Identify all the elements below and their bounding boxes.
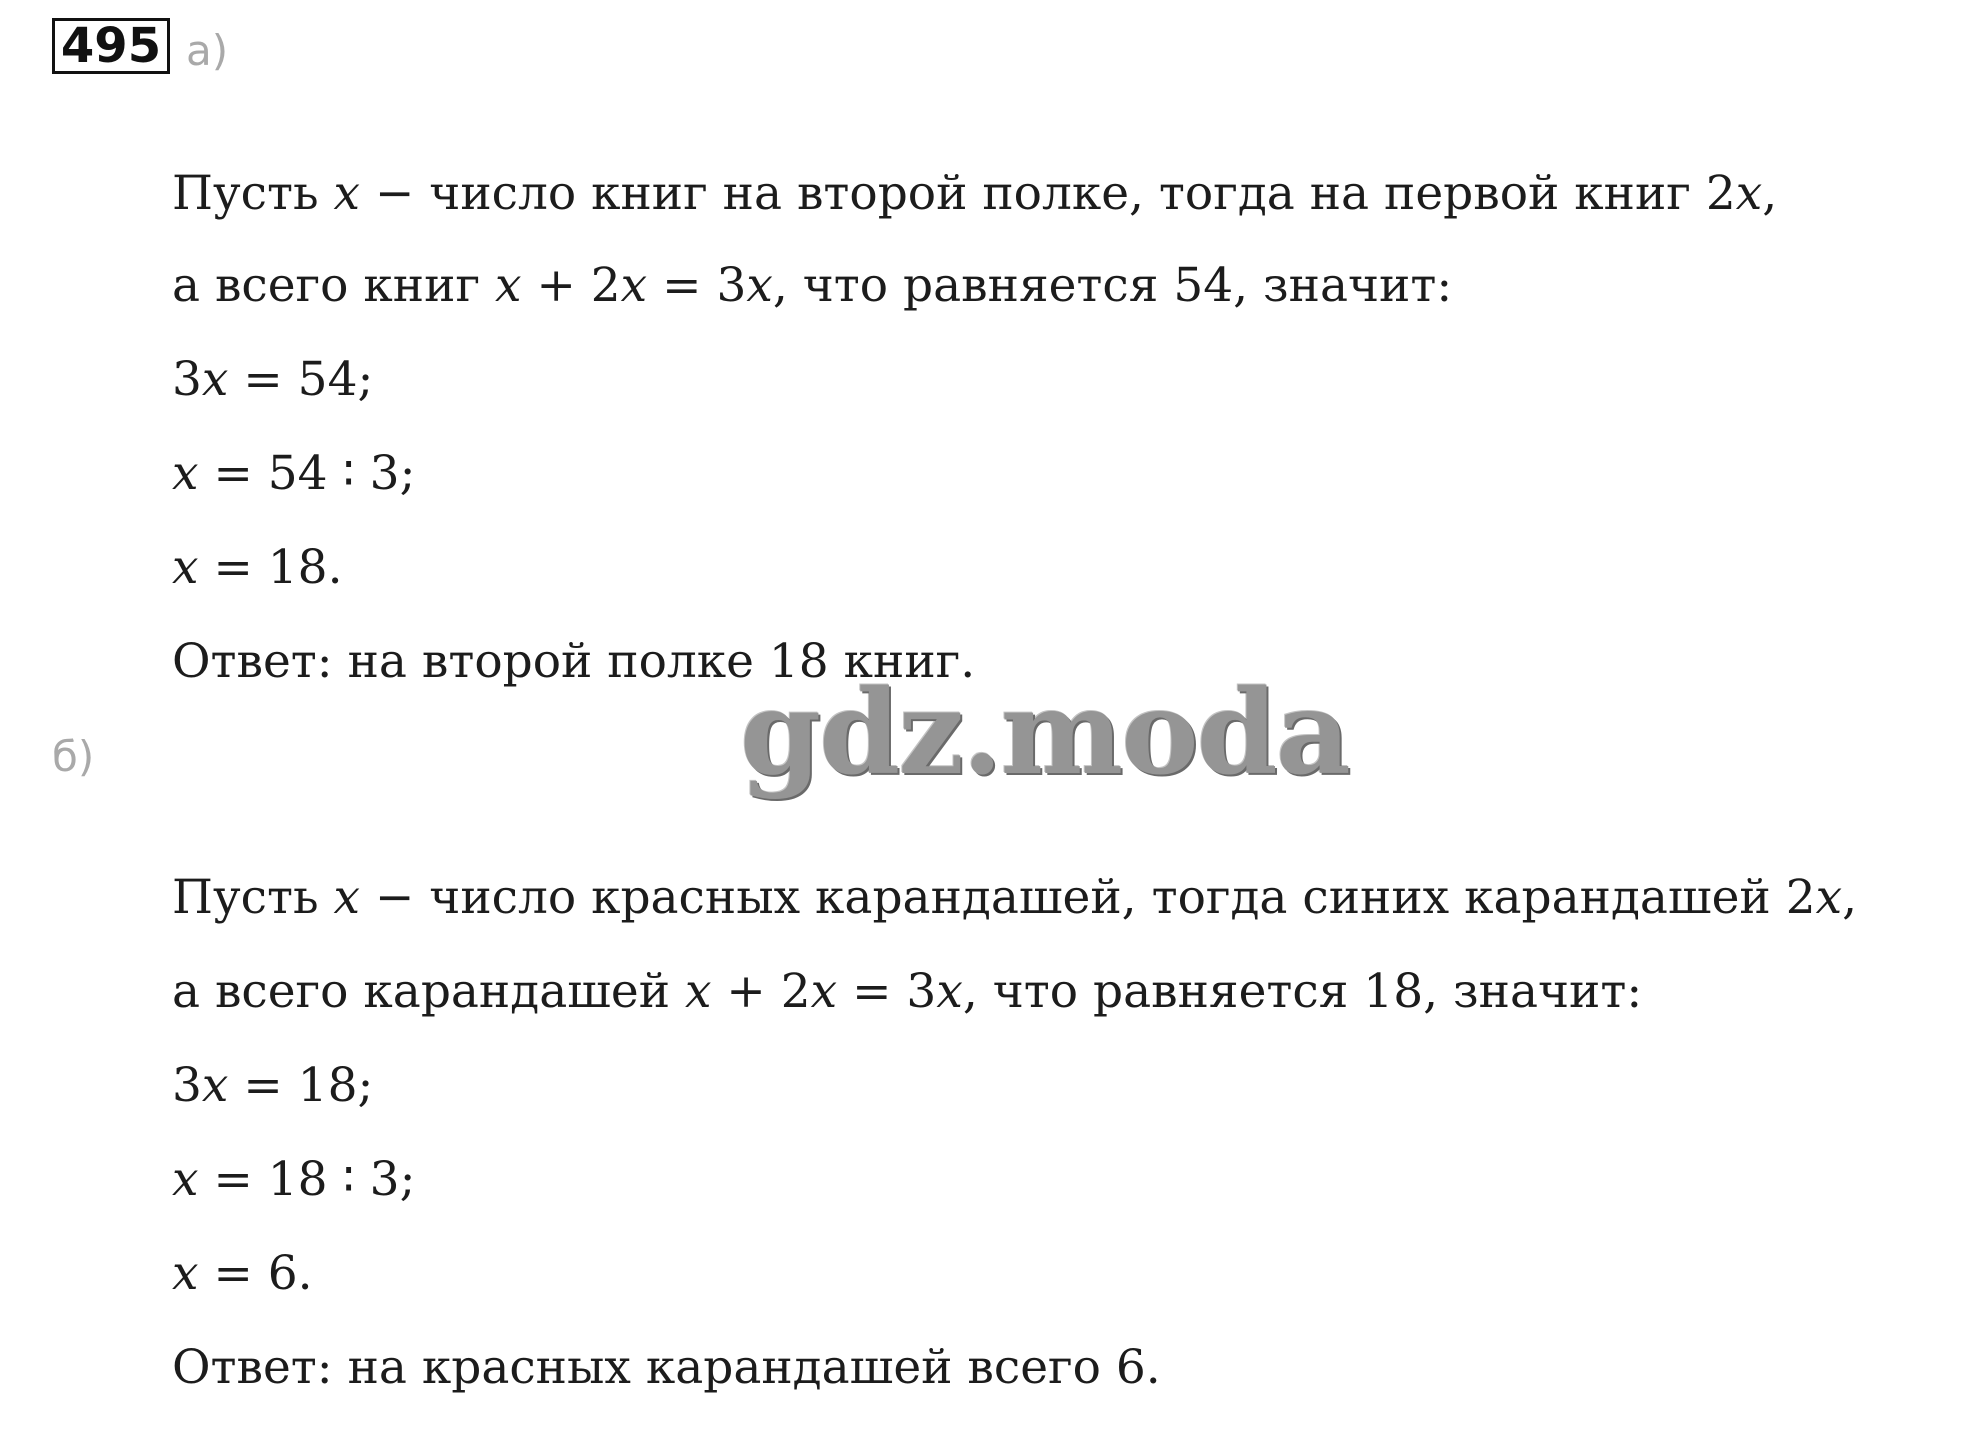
part-label-a: а) <box>186 26 229 75</box>
solution-a-answer: Ответ: на второй полке 18 книг. <box>172 634 976 689</box>
solution-b-line-4: 𝑥 = 18 ∶ 3; <box>172 1152 416 1207</box>
solution-b-answer: Ответ: на красных карандашей всего 6. <box>172 1340 1161 1395</box>
watermark-logo: gdz.moda <box>740 665 1349 801</box>
solution-b-line-2: а всего карандашей 𝑥 + 2𝑥 = 3𝑥, что равняется 18, значит: <box>172 964 1643 1019</box>
task-number-box: 495 <box>52 18 170 74</box>
solution-b-line-1: Пусть 𝑥 − число красных карандашей, тогда синих карандашей 2𝑥, <box>172 870 1858 925</box>
solution-a-line-2: а всего книг 𝑥 + 2𝑥 = 3𝑥, что равняется 54, значит: <box>172 258 1453 313</box>
solution-a-line-3: 3𝑥 = 54; <box>172 352 374 407</box>
solution-a-line-5: 𝑥 = 18. <box>172 540 343 595</box>
solution-b-line-5: 𝑥 = 6. <box>172 1246 313 1301</box>
solution-a-line-4: 𝑥 = 54 ∶ 3; <box>172 446 416 501</box>
part-label-b: б) <box>52 732 95 781</box>
solution-a-line-1: Пусть 𝑥 − число книг на второй полке, тогда на первой книг 2𝑥, <box>172 166 1778 221</box>
solution-b-line-3: 3𝑥 = 18; <box>172 1058 374 1113</box>
